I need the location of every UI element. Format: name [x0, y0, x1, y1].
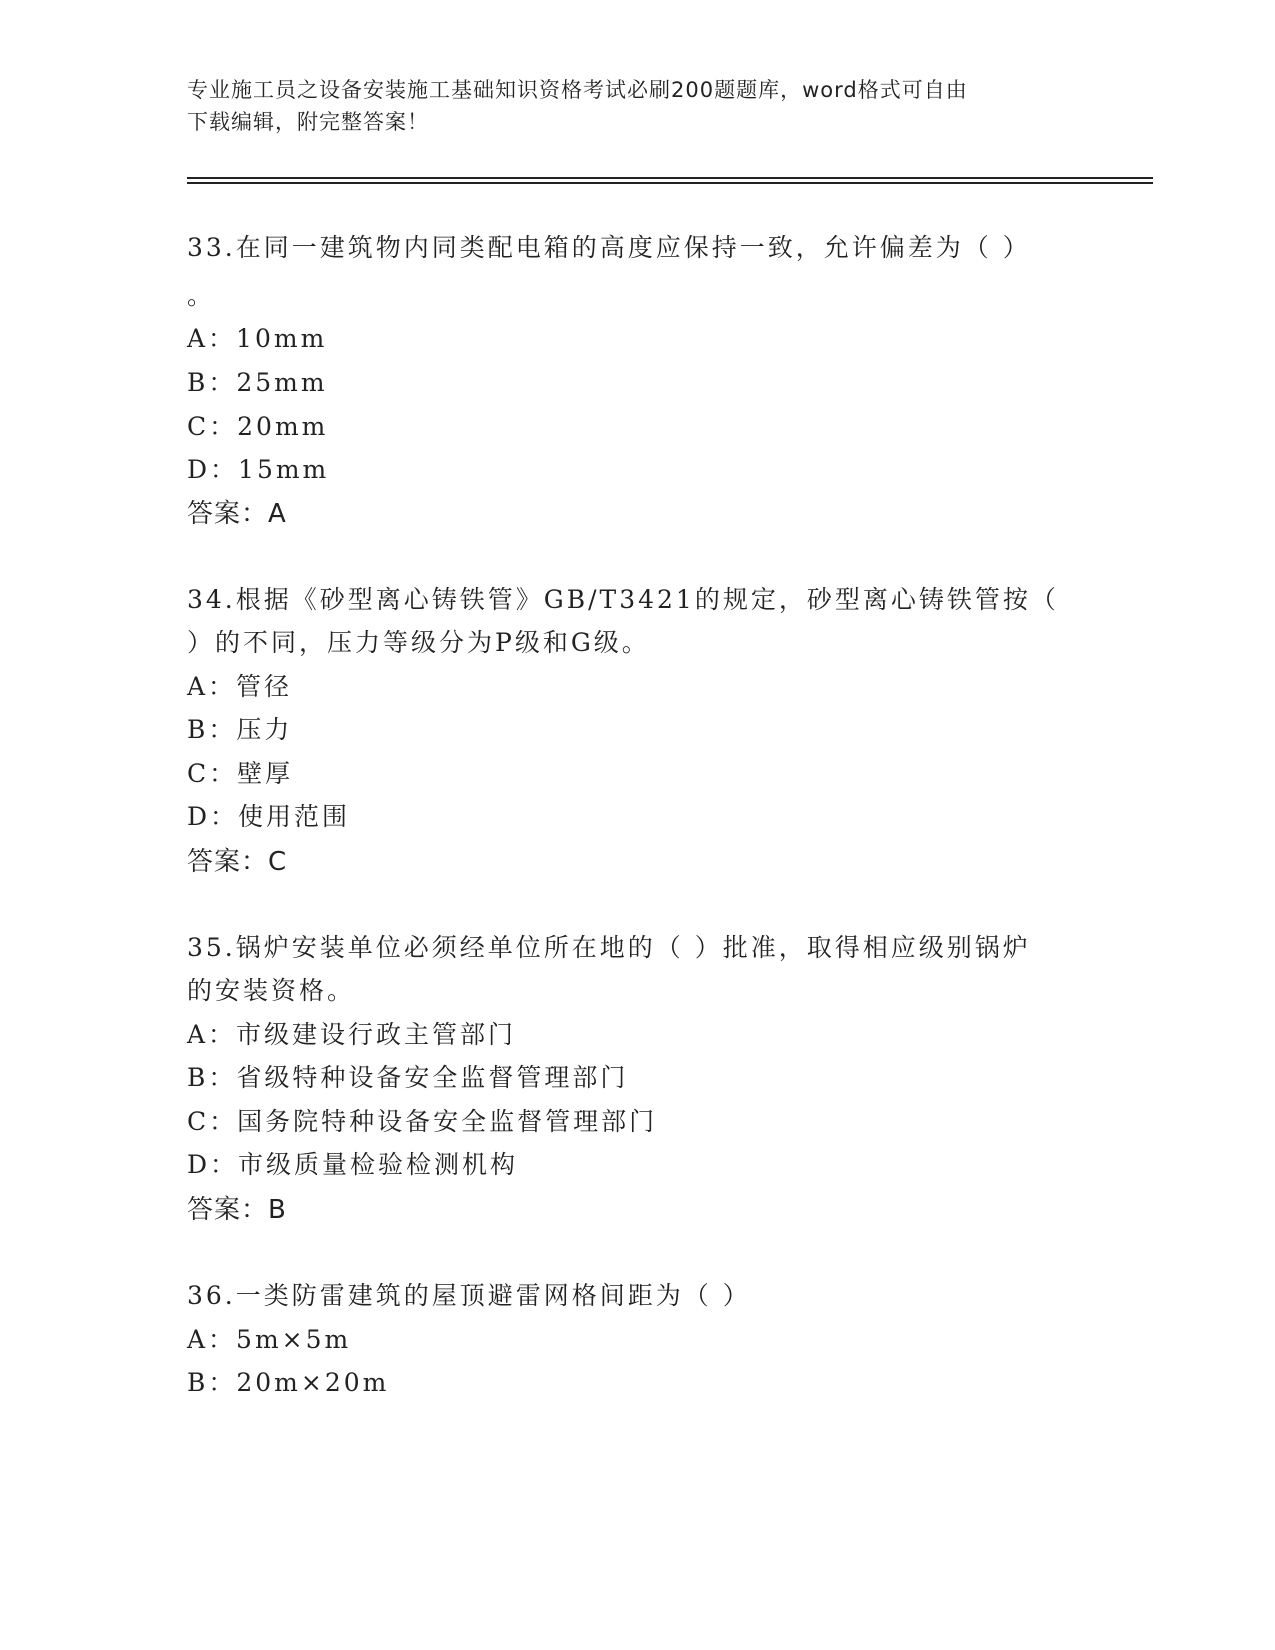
question-33-option-b: B：25mm [187, 368, 328, 397]
question-34-stem-line-2: ）的不同，压力等级分为P级和G级。 [187, 628, 650, 657]
header-divider-top [187, 177, 1153, 179]
header-line-2: 下载编辑，附完整答案！ [187, 110, 429, 134]
question-34-stem-line-1: 34.根据《砂型离心铸铁管》GB/T3421的规定，砂型离心铸铁管按（ [187, 585, 1059, 614]
question-35-answer: 答案：B [187, 1195, 287, 1225]
header-line-1: 专业施工员之设备安装施工基础知识资格考试必刷200题题库，word格式可自由 [187, 78, 968, 102]
question-35-stem-line-2: 的安装资格。 [187, 976, 356, 1005]
question-35-option-a: A：市级建设行政主管部门 [187, 1020, 517, 1049]
question-36-option-b: B：20m×20m [187, 1368, 390, 1397]
question-33-answer: 答案：A [187, 499, 287, 529]
question-34-option-d: D：使用范围 [187, 802, 351, 831]
question-34-answer: 答案：C [187, 847, 288, 877]
document-header [187, 74, 1067, 138]
question-33-option-c: C：20mm [187, 412, 329, 441]
question-35-option-b: B：省级特种设备安全监督管理部门 [187, 1063, 629, 1092]
question-36-stem-line-1: 36.一类防雷建筑的屋顶避雷网格间距为（ ） [187, 1281, 751, 1310]
question-33-stem-line-2: 。 [187, 281, 216, 310]
question-35-option-c: C：国务院特种设备安全监督管理部门 [187, 1107, 658, 1136]
question-34-option-a: A：管径 [187, 672, 293, 701]
question-35-option-d: D：市级质量检验检测机构 [187, 1150, 519, 1179]
question-33-stem-line-1: 33.在同一建筑物内同类配电箱的高度应保持一致，允许偏差为（ ） [187, 233, 1031, 262]
question-35-stem-line-1: 35.锅炉安装单位必须经单位所在地的（ ）批准，取得相应级别锅炉 [187, 933, 1031, 962]
question-33-option-d: D：15mm [187, 455, 330, 484]
question-34-option-c: C：壁厚 [187, 759, 294, 788]
header-divider-bottom [187, 182, 1153, 184]
question-33-option-a: A：10mm [187, 324, 328, 353]
question-34-option-b: B：压力 [187, 715, 293, 744]
question-36-option-a: A：5m×5m [187, 1325, 352, 1354]
